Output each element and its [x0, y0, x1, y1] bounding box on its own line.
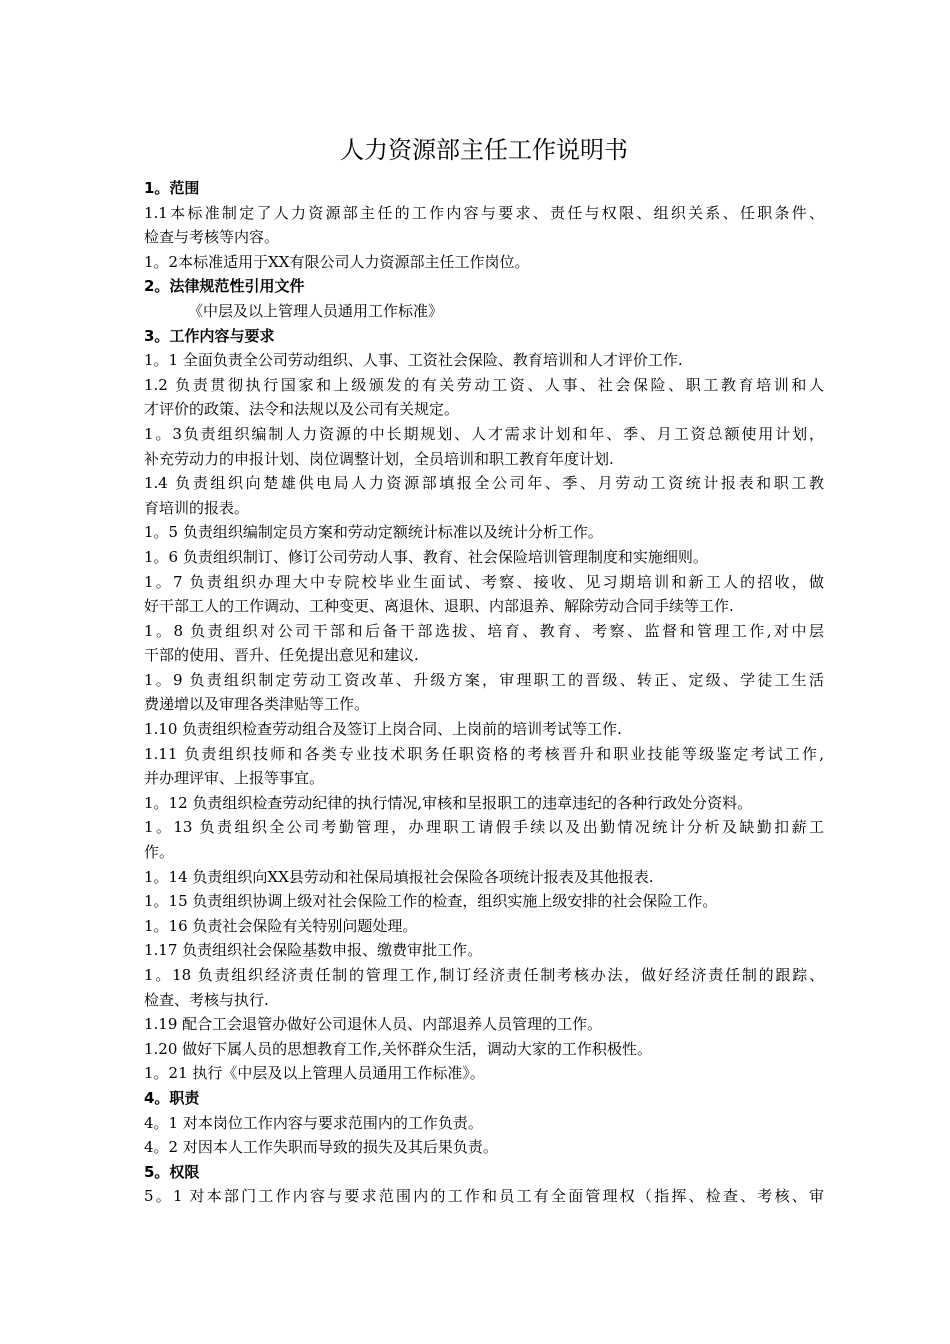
text-line: 1.4 负责组织向楚雄供电局人力资源部填报全公司年、季、月劳动工资统计报表和职工教: [144, 474, 824, 493]
text-line: 作。: [144, 843, 175, 862]
section-heading: 1。范围: [144, 179, 200, 197]
text-line: 1.11 负责组织技师和各类专业技术职务任职资格的考核晋升和职业技能等级鉴定考试工作,: [144, 744, 824, 763]
section-heading: 5。权限: [144, 1162, 200, 1181]
text-line: 1。21 执行《中层及以上管理人员通用工作标准》。: [144, 1064, 485, 1083]
document-title: 人力资源部主任工作说明书: [340, 136, 628, 164]
text-line: 1。2本标准适用于XX有限公司人力资源部主任工作岗位。: [144, 252, 530, 271]
text-line: 1.10 负责组织检查劳动组合及签订上岗合同、上岗前的培训考试等工作.: [144, 720, 622, 739]
text-line: 1。3负责组织编制人力资源的中长期规划、人才需求计划和年、季、月工资总额使用计划，: [144, 424, 824, 443]
text-line: 1。12 负责组织检查劳动纪律的执行情况,审核和呈报职工的违章违纪的各种行政处分资料。: [144, 793, 753, 812]
text-line: 检查与考核等内容。: [144, 228, 280, 247]
text-line: 1。1 全面负责全公司劳动组织、人事、工资社会保险、教育培训和人才评价工作.: [144, 351, 683, 370]
text-line: 4。2 对因本人工作失职而导致的损失及其后果负责。: [144, 1138, 498, 1157]
text-line: 1。14 负责组织向XX县劳动和社保局填报社会保险各项统计报表及其他报表.: [144, 867, 654, 886]
text-line: 检查、考核与执行.: [144, 990, 269, 1009]
text-line: 1。18 负责组织经济责任制的管理工作,制订经济责任制考核办法，做好经济责任制的跟踪、: [144, 966, 824, 984]
text-line: 1.19 配合工会退管办做好公司退休人员、内部退养人员管理的工作。: [144, 1015, 603, 1034]
text-line: 1。7 负责组织办理大中专院校毕业生面试、考察、接收、见习期培训和新工人的招收，做: [144, 572, 824, 591]
text-line: 1.17 负责组织社会保险基数申报、缴费审批工作。: [144, 941, 483, 960]
text-line: 1。16 负责社会保险有关特别问题处理。: [144, 916, 418, 935]
text-line: 1。13 负责组织全公司考勤管理，办理职工请假手续以及出勤情况统计分析及缺勤扣薪工: [144, 818, 824, 837]
section-heading: 3。工作内容与要求: [144, 326, 275, 345]
document-page: [144, 128, 824, 1209]
document-body: [144, 176, 824, 1209]
text-line: 1。8 负责组织对公司干部和后备干部选拔、培育、教育、考察、监督和管理工作,对中层: [144, 621, 824, 640]
text-line: 育培训的报表。: [144, 498, 250, 517]
text-line: 干部的使用、晋升、任免提出意见和建议.: [144, 646, 419, 665]
text-line: 好干部工人的工作调动、工种变更、离退休、退职、内部退养、解除劳动合同手续等工作.: [144, 597, 734, 616]
text-line: 4。1 对本岗位工作内容与要求范围内的工作负责。: [144, 1113, 483, 1132]
text-line: 1。5 负责组织编制定员方案和劳动定额统计标准以及统计分析工作。: [144, 523, 603, 542]
text-line: 费递增以及审理各类津贴等工作。: [144, 695, 370, 714]
text-line: 1。6 负责组织制订、修订公司劳动人事、教育、社会保险培训管理制度和实施细则。: [144, 547, 708, 566]
text-line: 补充劳动力的申报计划、岗位调整计划，全员培训和职工教育年度计划.: [144, 449, 614, 468]
text-line: 并办理评审、上报等事宜。: [144, 769, 325, 788]
text-line: 才评价的政策、法令和法规以及公司有关规定。: [144, 400, 460, 419]
text-line: 1。9 负责组织制定劳动工资改革、升级方案，审理职工的晋级、转正、定级、学徒工生活: [144, 670, 824, 689]
text-line: 1.1本标准制定了人力资源部主任的工作内容与要求、责任与权限、组织关系、任职条件、: [144, 203, 824, 222]
text-line: 《中层及以上管理人员通用工作标准》: [188, 301, 444, 320]
text-line: 1.2 负责贯彻执行国家和上级颁发的有关劳动工资、人事、社会保险、职工教育培训和人: [144, 375, 824, 394]
section-heading: 2。法律规范性引用文件: [144, 277, 305, 296]
text-line: 1。15 负责组织协调上级对社会保险工作的检查，组织实施上级安排的社会保险工作。: [144, 892, 718, 911]
section-heading: 4。职责: [144, 1088, 200, 1107]
text-line: 1.20 做好下属人员的思想教育工作,关怀群众生活，调动大家的工作积极性。: [144, 1039, 652, 1058]
text-line: 5。1 对本部门工作内容与要求范围内的工作和员工有全面管理权（指挥、检查、考核、审: [144, 1187, 824, 1206]
